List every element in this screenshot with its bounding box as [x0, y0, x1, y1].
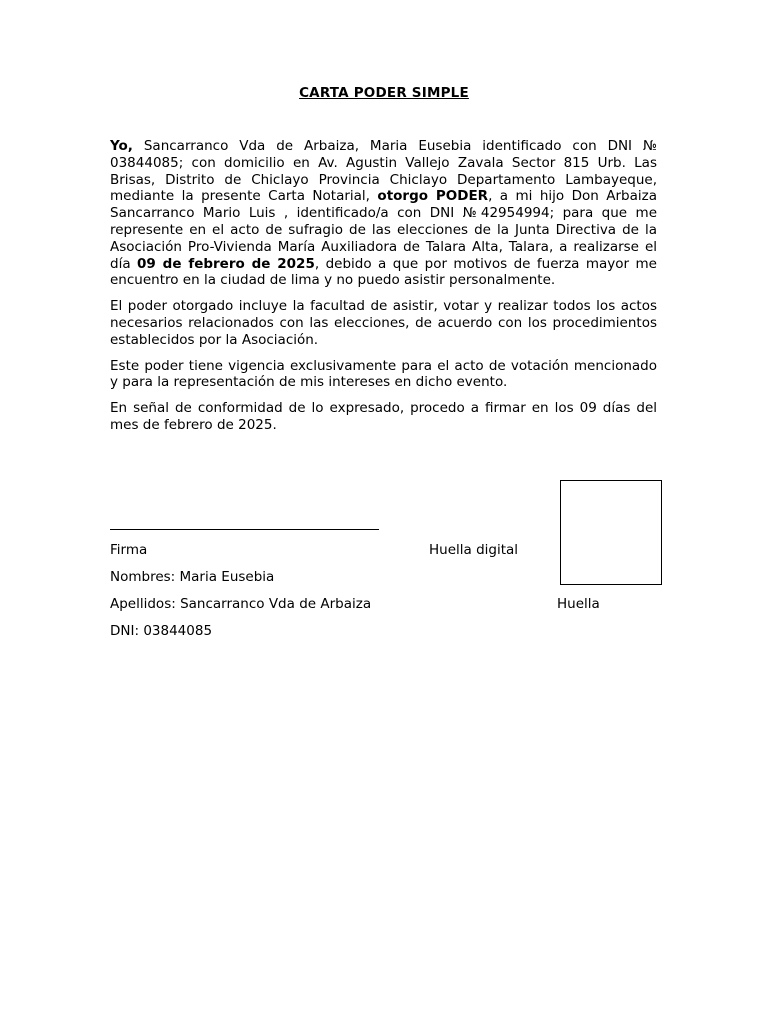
apellidos-field: Apellidos: Sancarranco Vda de Arbaiza	[110, 596, 372, 612]
paragraph-3: Este poder tiene vigencia exclusivamente para el acto de votación mencionado y para la representación de mis intereses en dicho evento.	[110, 357, 657, 391]
document-title: CARTA PODER SIMPLE	[299, 85, 469, 101]
otorgo-poder-text: otorgo PODER	[377, 188, 489, 205]
document-body	[110, 138, 657, 443]
paragraph-1	[110, 138, 657, 289]
nombres-field: Nombres: Maria Eusebia	[110, 569, 275, 585]
huella-label: Huella	[557, 596, 600, 612]
signature-line	[110, 529, 379, 530]
paragraph-1-part-3: , debido a que por motivos de fuerza mayor me encuentro en la ciudad de lima y no puedo asistir personalmente.	[110, 255, 657, 289]
firma-label: Firma	[110, 542, 148, 558]
paragraph-4: En señal de conformidad de lo expresado, procedo a firmar en los 09 días del mes de febrero de 2025.	[110, 400, 657, 433]
yo-label: Yo,	[110, 138, 133, 154]
election-date: 09 de febrero de 2025	[137, 255, 315, 272]
dni-field: DNI: 03844085	[110, 623, 213, 639]
paragraph-1-part-2: , a mi hijo Don Arbaiza Sancarranco Mario Luis , identificado/a con DNI №42954994; para que me represente en el acto de sufragio de las elecciones de la Junta Directiva de la Asociación Pro-Vivienda María Auxiliadora de Talara Alta, Talara, a realizarse el día	[110, 188, 658, 272]
paragraph-2: El poder otorgado incluye la facultad de asistir, votar y realizar todos los actos necesarios relacionados con las elecciones, de acuerdo con los procedimientos establecidos por la Asociación.	[110, 298, 657, 348]
huella-digital-label: Huella digital	[429, 542, 519, 558]
paragraph-1-part-1: Sancarranco Vda de Arbaiza, Maria Eusebia identificado con DNI № 03844085; con domicilio en Av. Agustin Vallejo Zavala Sector 815 Urb. Las Brisas, Distrito de Chiclayo Provincia Chiclayo Departamento Lambayeque, mediante la presente Carta Notarial,	[110, 138, 657, 205]
fingerprint-box	[560, 480, 662, 585]
